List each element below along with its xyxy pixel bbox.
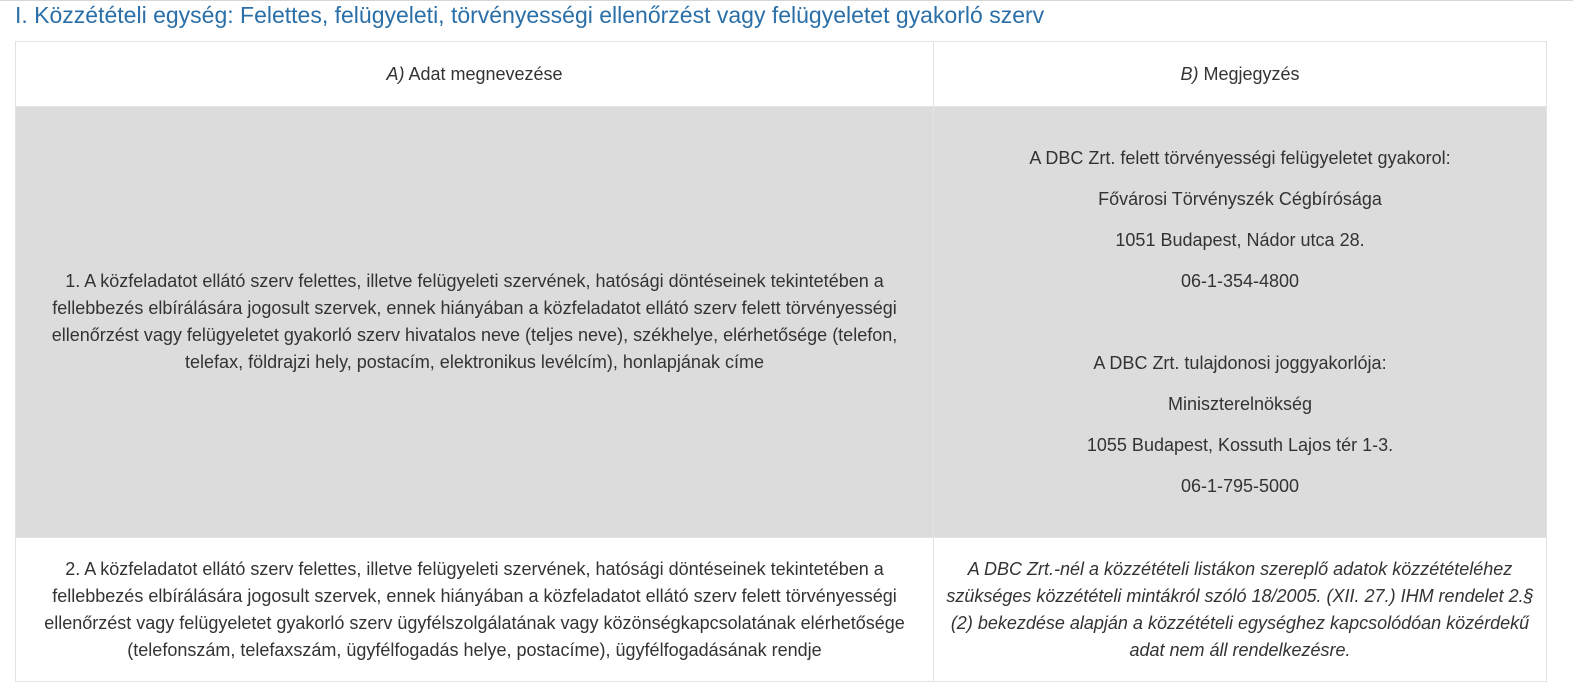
spacer xyxy=(944,302,1536,343)
row-2-data-text: 2. A közfeladatot ellátó szerv felettes, illetve felügyeleti szervének, hatósági döntéseinek tekintetében a fellebbezés elbírálására jogosult szervek, ennek hiányában a közfeladatot ellátó szerv felett törvényességi ellenőrzést vagy felügyeletet gyakorló szerv ügyfélszolgálatának vagy közönségkapcsolatának elérhetősége (telefonszám, telefaxszám, ügyfélfogadás helye, postacíme), ügyfélfogadásának rendje xyxy=(44,558,905,660)
section-title: I. Közzétételi egység: Felettes, felügyeleti, törvényességi ellenőrzést vagy felügyeletet gyakorló szerv xyxy=(15,2,1045,28)
owner-name: Miniszterelnökség xyxy=(1167,393,1313,414)
row-1-data-text: 1. A közfeladatot ellátó szerv felettes, illetve felügyeleti szervének, hatósági döntéseinek tekintetében a fellebbezés elbírálására jogosult szervek, ennek hiányában a közfeladatot ellátó szerv felett törvényességi ellenőrzést vagy felügyeletet gyakorló szerv hivatalos neve (teljes neve), székhelye, elérhetősége (telefon, telefax, földrajzi hely, postacím, elektronikus levélcím), honlapjának címe xyxy=(51,271,898,372)
disclosure-table xyxy=(15,41,1547,682)
column-header-b-prefix: B) xyxy=(1180,63,1199,84)
table-row xyxy=(16,538,1547,682)
row-2-note-text: A DBC Zrt.-nél a közzétételi listákon szereplő adatok közzétételéhez szükséges közzétételi mintákról szóló 18/2005. (XII. 27.) IHM rendelet 2.§ (2) bekezdése alapján a közzétételi egységhez kapcsolódóan közérdekű adat nem áll rendelkezésre. xyxy=(946,558,1534,660)
supervisor-contact-block xyxy=(944,138,1536,302)
supervisor-phone: 06-1-354-4800 xyxy=(1180,270,1300,291)
column-header-data-name xyxy=(16,42,934,107)
owner-heading: A DBC Zrt. tulajdonosi joggyakorlója: xyxy=(1093,352,1387,373)
row-1-note-cell xyxy=(934,107,1547,538)
supervisor-address: 1051 Budapest, Nádor utca 28. xyxy=(1115,229,1365,250)
supervisor-heading: A DBC Zrt. felett törvényességi felügyeletet gyakorol: xyxy=(1029,147,1451,168)
column-header-a-prefix: A) xyxy=(386,63,405,84)
column-header-b-label: Megjegyzés xyxy=(1203,63,1300,84)
column-header-a-label: Adat megnevezése xyxy=(408,63,563,84)
table-header-row xyxy=(16,42,1547,107)
table-row xyxy=(16,107,1547,538)
owner-address: 1055 Budapest, Kossuth Lajos tér 1-3. xyxy=(1086,434,1394,455)
row-2-note-cell xyxy=(934,538,1547,682)
owner-contact-block xyxy=(944,343,1536,507)
row-1-data-cell xyxy=(16,107,934,538)
supervisor-name: Fővárosi Törvényszék Cégbírósága xyxy=(1098,188,1382,209)
column-header-note xyxy=(934,42,1547,107)
owner-phone: 06-1-795-5000 xyxy=(1180,475,1300,496)
row-2-data-cell xyxy=(16,538,934,682)
